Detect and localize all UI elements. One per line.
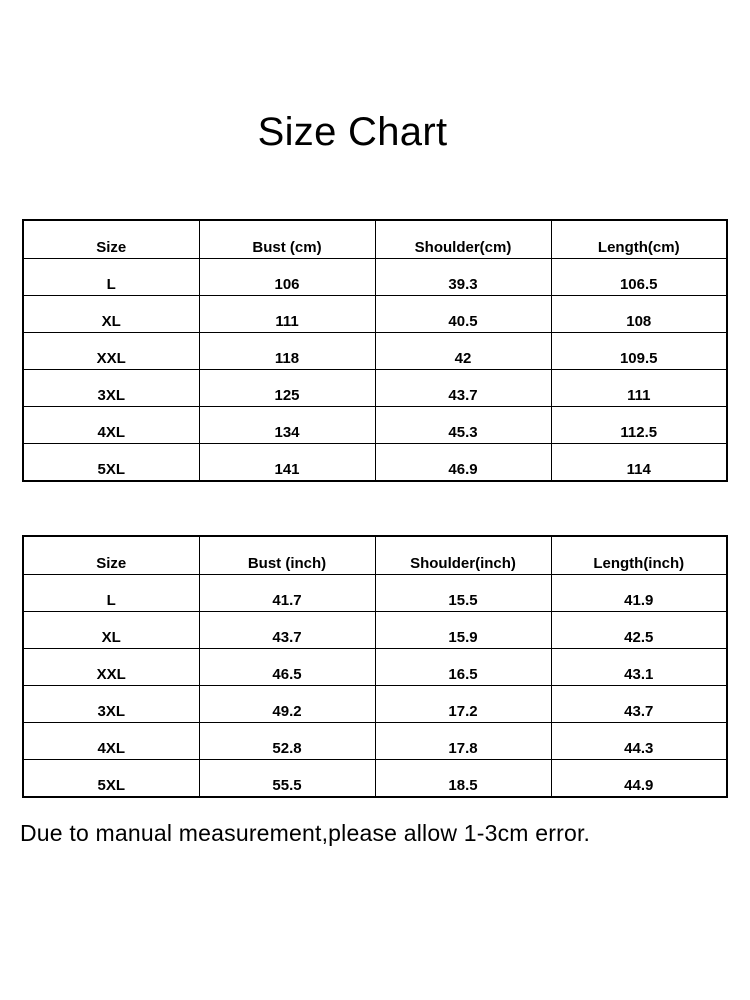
page-title: Size Chart <box>257 110 448 154</box>
bust-cell: 134 <box>199 407 375 444</box>
length-cell: 43.1 <box>551 649 727 686</box>
length-cell: 109.5 <box>551 333 727 370</box>
shoulder-cell: 16.5 <box>375 649 551 686</box>
bust-cell: 141 <box>199 444 375 482</box>
size-table-cm <box>22 219 728 482</box>
length-cell: 114 <box>551 444 727 482</box>
bust-cell: 49.2 <box>199 686 375 723</box>
length-cell: 111 <box>551 370 727 407</box>
size-cell: 4XL <box>23 723 199 760</box>
table-row <box>23 407 727 444</box>
measurement-note: Due to manual measurement,please allow 1-3cm error. <box>20 820 591 846</box>
length-cell: 44.3 <box>551 723 727 760</box>
shoulder-cell: 43.7 <box>375 370 551 407</box>
table-row <box>23 649 727 686</box>
shoulder-cell: 18.5 <box>375 760 551 798</box>
size-cell: XL <box>23 612 199 649</box>
bust-cell: 118 <box>199 333 375 370</box>
table-row <box>23 296 727 333</box>
size-cell: 3XL <box>23 370 199 407</box>
table-row <box>23 259 727 296</box>
length-cell: 42.5 <box>551 612 727 649</box>
length-cell: 108 <box>551 296 727 333</box>
size-cell: XXL <box>23 333 199 370</box>
length-cell: 112.5 <box>551 407 727 444</box>
bust-cell: 125 <box>199 370 375 407</box>
size-cell: L <box>23 259 199 296</box>
length-cell: 44.9 <box>551 760 727 798</box>
table-row <box>23 723 727 760</box>
shoulder-cell: 15.9 <box>375 612 551 649</box>
size-table-inch <box>22 535 728 798</box>
shoulder-cell: 39.3 <box>375 259 551 296</box>
shoulder-cell: 15.5 <box>375 575 551 612</box>
size-cell: 5XL <box>23 444 199 482</box>
column-header: Size <box>23 220 199 259</box>
bust-cell: 46.5 <box>199 649 375 686</box>
table-row <box>23 370 727 407</box>
column-header: Shoulder(inch) <box>375 536 551 575</box>
column-header: Length(cm) <box>551 220 727 259</box>
bust-cell: 111 <box>199 296 375 333</box>
bust-cell: 41.7 <box>199 575 375 612</box>
size-cell: 4XL <box>23 407 199 444</box>
size-cell: XL <box>23 296 199 333</box>
table-header-row <box>23 536 727 575</box>
size-cell: L <box>23 575 199 612</box>
table-row <box>23 575 727 612</box>
bust-cell: 106 <box>199 259 375 296</box>
size-cell: 3XL <box>23 686 199 723</box>
size-cell: XXL <box>23 649 199 686</box>
table-header-row <box>23 220 727 259</box>
column-header: Bust (cm) <box>199 220 375 259</box>
shoulder-cell: 45.3 <box>375 407 551 444</box>
bust-cell: 55.5 <box>199 760 375 798</box>
bust-cell: 52.8 <box>199 723 375 760</box>
length-cell: 106.5 <box>551 259 727 296</box>
table-row <box>23 444 727 482</box>
column-header: Length(inch) <box>551 536 727 575</box>
length-cell: 43.7 <box>551 686 727 723</box>
table-row <box>23 333 727 370</box>
column-header: Bust (inch) <box>199 536 375 575</box>
length-cell: 41.9 <box>551 575 727 612</box>
table-row <box>23 612 727 649</box>
table-row <box>23 760 727 798</box>
shoulder-cell: 17.2 <box>375 686 551 723</box>
table-row <box>23 686 727 723</box>
shoulder-cell: 46.9 <box>375 444 551 482</box>
column-header: Shoulder(cm) <box>375 220 551 259</box>
shoulder-cell: 17.8 <box>375 723 551 760</box>
shoulder-cell: 40.5 <box>375 296 551 333</box>
size-cell: 5XL <box>23 760 199 798</box>
shoulder-cell: 42 <box>375 333 551 370</box>
bust-cell: 43.7 <box>199 612 375 649</box>
column-header: Size <box>23 536 199 575</box>
